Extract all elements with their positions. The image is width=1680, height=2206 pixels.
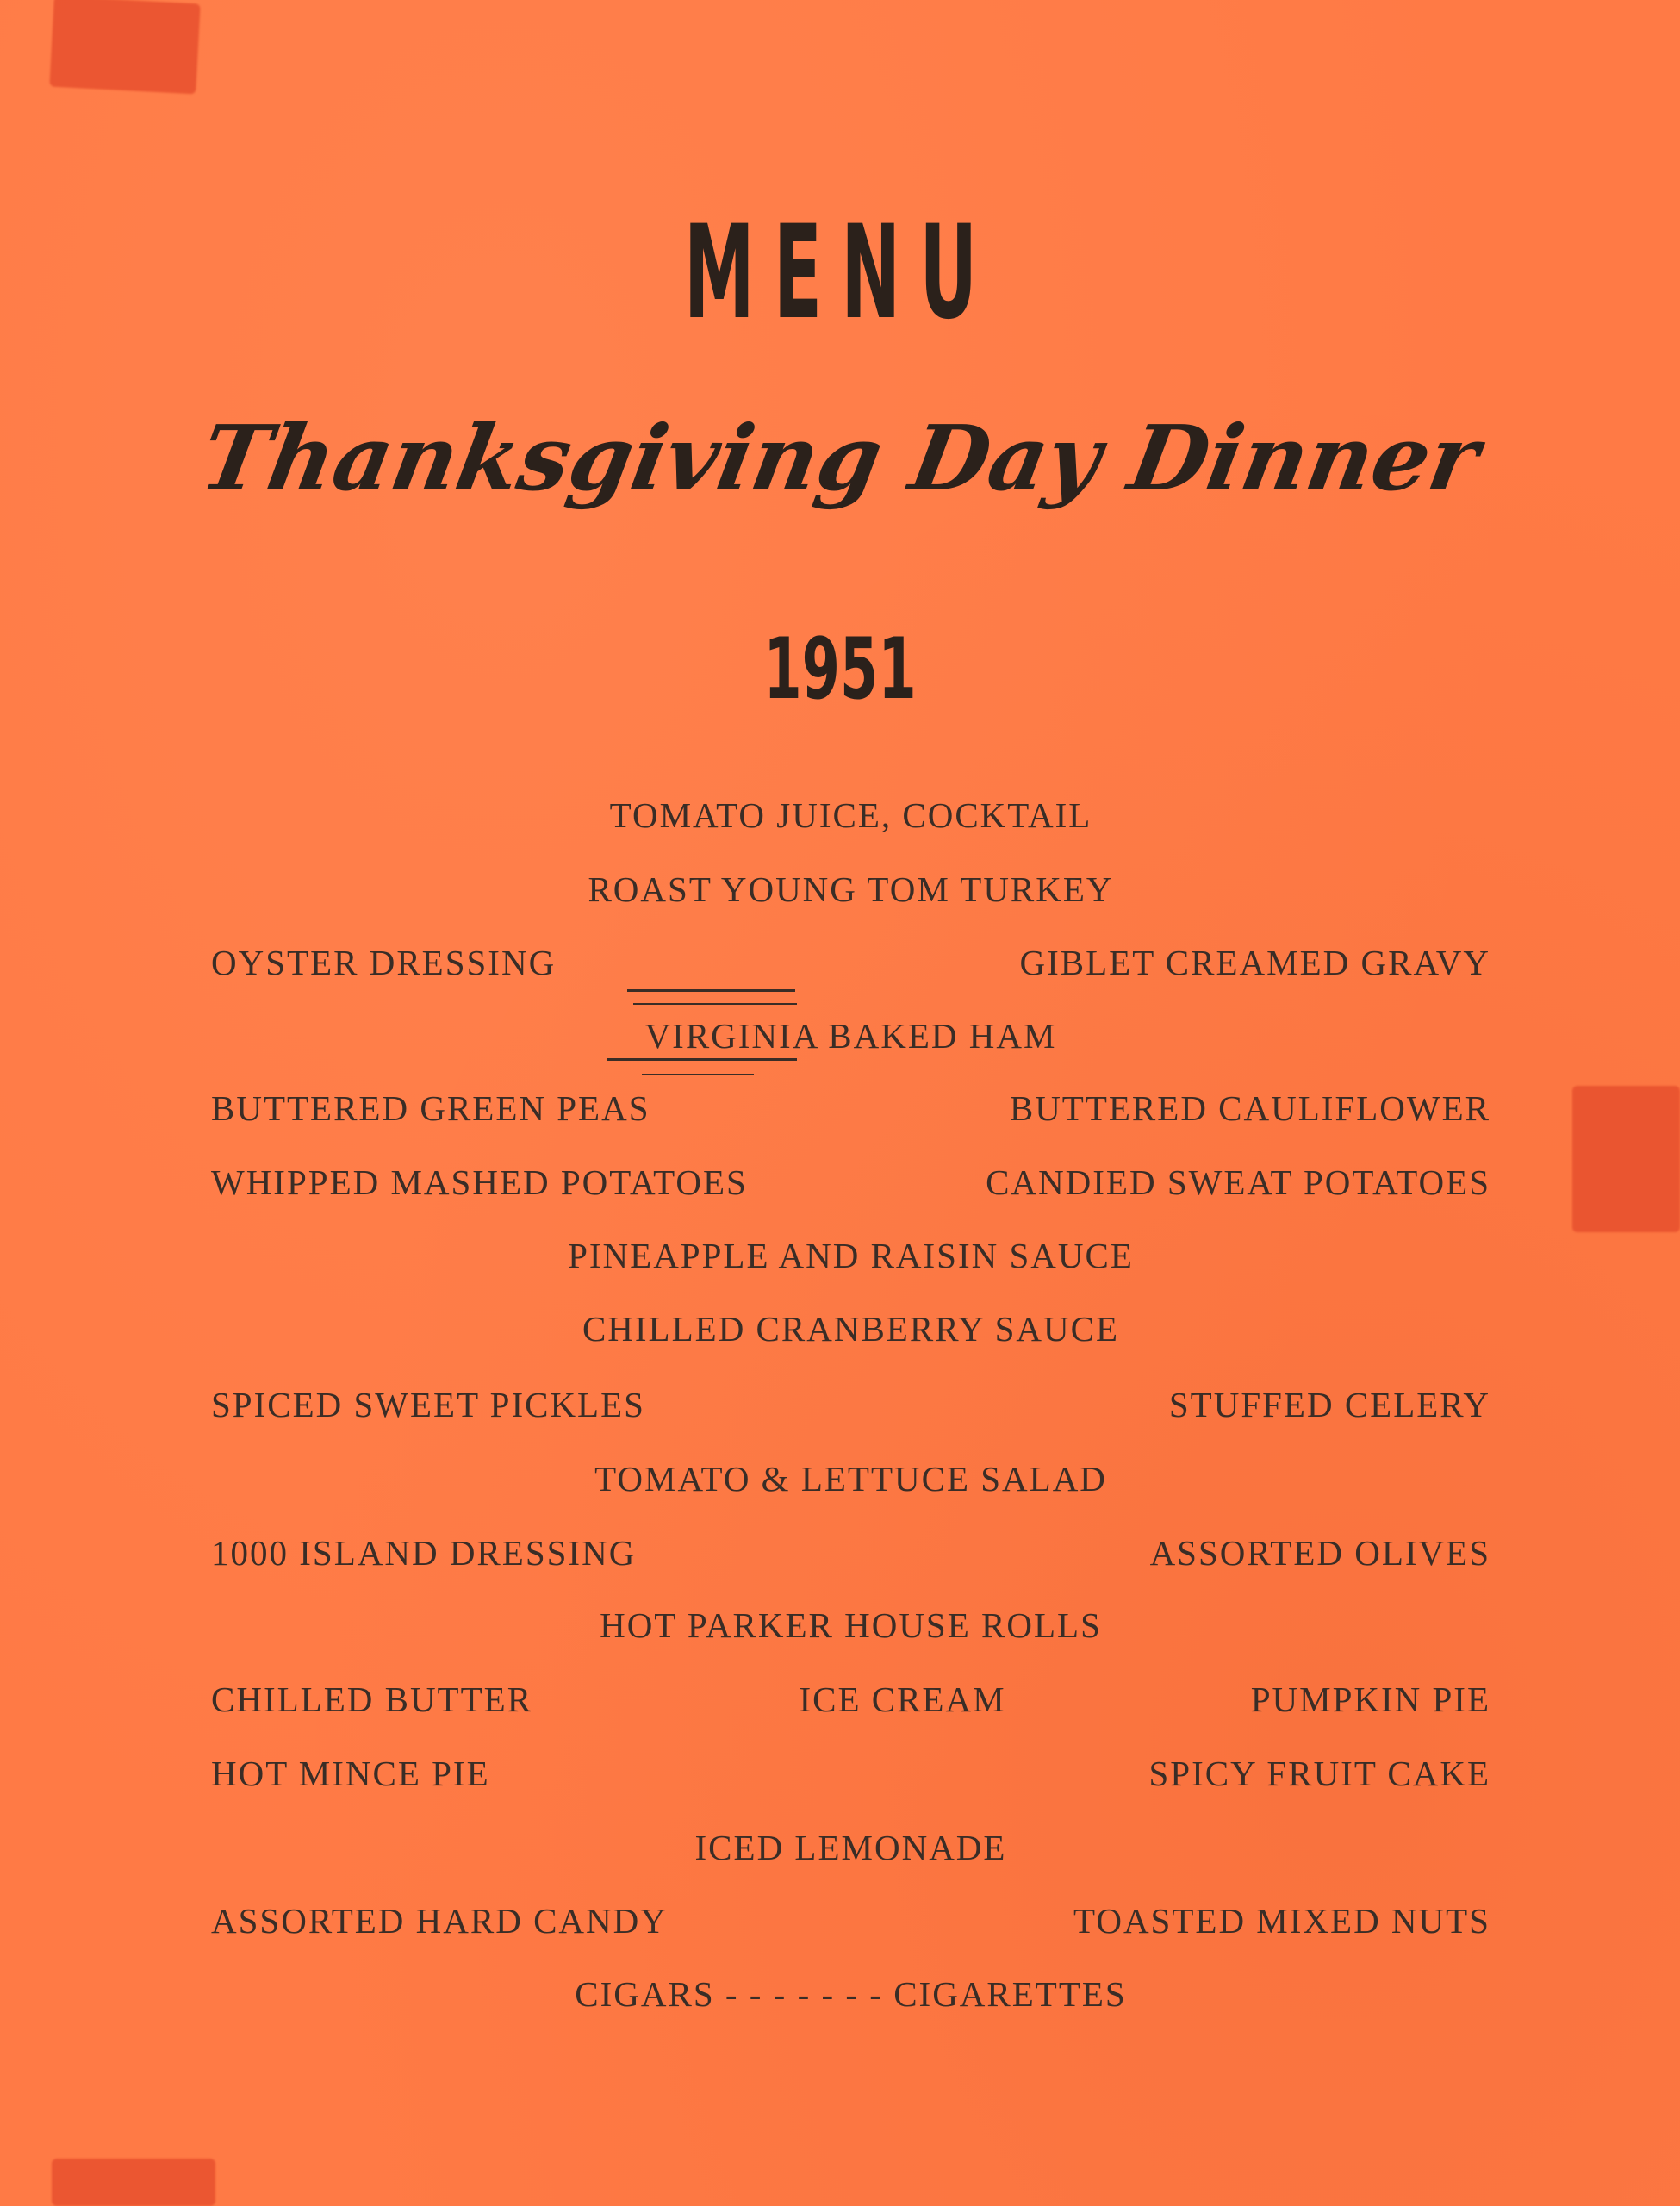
menu-item-right: STUFFED CELERY xyxy=(1168,1385,1490,1424)
menu-item-left: HOT MINCE PIE xyxy=(211,1754,490,1793)
menu-row xyxy=(211,795,1490,846)
menu-item-right: SPICY FRUIT CAKE xyxy=(1148,1754,1490,1793)
menu-row xyxy=(211,1753,1490,1804)
menu-item-center: ICE CREAM xyxy=(799,1679,1006,1719)
menu-row xyxy=(211,1458,1490,1510)
menu-row xyxy=(211,942,1490,994)
menu-row xyxy=(211,1605,1490,1656)
menu-row xyxy=(211,1827,1490,1879)
menu-item: ROAST YOUNG TOM TURKEY xyxy=(588,869,1114,909)
menu-row xyxy=(211,1900,1490,1952)
pen-underline xyxy=(627,989,795,992)
menu-item: TOMATO & LETTUCE SALAD xyxy=(594,1459,1107,1499)
tape-mark-top-left xyxy=(49,0,200,94)
menu-row xyxy=(211,1384,1490,1436)
menu-row xyxy=(211,1235,1490,1287)
menu-item-left: SPICED SWEET PICKLES xyxy=(211,1385,645,1424)
menu-year: 1951 xyxy=(763,620,917,719)
menu-item-left: WHIPPED MASHED POTATOES xyxy=(211,1162,748,1202)
menu-item: CIGARS - - - - - - - CIGARETTES xyxy=(575,1974,1127,2014)
menu-title: MENU xyxy=(683,198,997,348)
menu-item-right: CANDIED SWEAT POTATOES xyxy=(986,1162,1490,1202)
menu-row xyxy=(211,1162,1490,1213)
menu-item-right: PUMPKIN PIE xyxy=(1250,1679,1490,1719)
pen-underline xyxy=(642,1074,754,1075)
menu-row xyxy=(211,1679,1490,1730)
menu-item-left: OYSTER DRESSING xyxy=(211,943,557,982)
menu-item-right: TOASTED MIXED NUTS xyxy=(1073,1901,1490,1941)
menu-row xyxy=(211,1973,1490,2025)
menu-row xyxy=(211,1015,1490,1067)
menu-item-left: ASSORTED HARD CANDY xyxy=(211,1901,668,1941)
menu-item-left: CHILLED BUTTER xyxy=(211,1679,533,1719)
menu-row xyxy=(211,1308,1490,1360)
menu-item: PINEAPPLE AND RAISIN SAUCE xyxy=(568,1236,1134,1275)
menu-item: CHILLED CRANBERRY SAUCE xyxy=(582,1309,1120,1349)
tape-mark-bottom-left xyxy=(52,2159,215,2206)
menu-row xyxy=(211,1532,1490,1584)
menu-item-right: GIBLET CREAMED GRAVY xyxy=(1019,943,1490,982)
menu-row xyxy=(211,1087,1490,1139)
pen-underline xyxy=(607,1058,797,1061)
menu-item-right: BUTTERED CAULIFLOWER xyxy=(1009,1088,1490,1128)
menu-row xyxy=(211,869,1490,920)
menu-item: VIRGINIA BAKED HAM xyxy=(644,1016,1057,1056)
menu-item-left: BUTTERED GREEN PEAS xyxy=(211,1088,650,1128)
menu-item: ICED LEMONADE xyxy=(694,1828,1007,1867)
menu-item: TOMATO JUICE, COCKTAIL xyxy=(609,795,1092,835)
menu-item: HOT PARKER HOUSE ROLLS xyxy=(600,1605,1102,1645)
menu-item-left: 1000 ISLAND DRESSING xyxy=(211,1533,637,1573)
pen-underline xyxy=(633,1003,797,1005)
menu-subtitle: Thanksgiving Day Dinner xyxy=(193,405,1487,511)
tape-mark-right xyxy=(1572,1086,1680,1232)
menu-item-right: ASSORTED OLIVES xyxy=(1149,1533,1490,1573)
